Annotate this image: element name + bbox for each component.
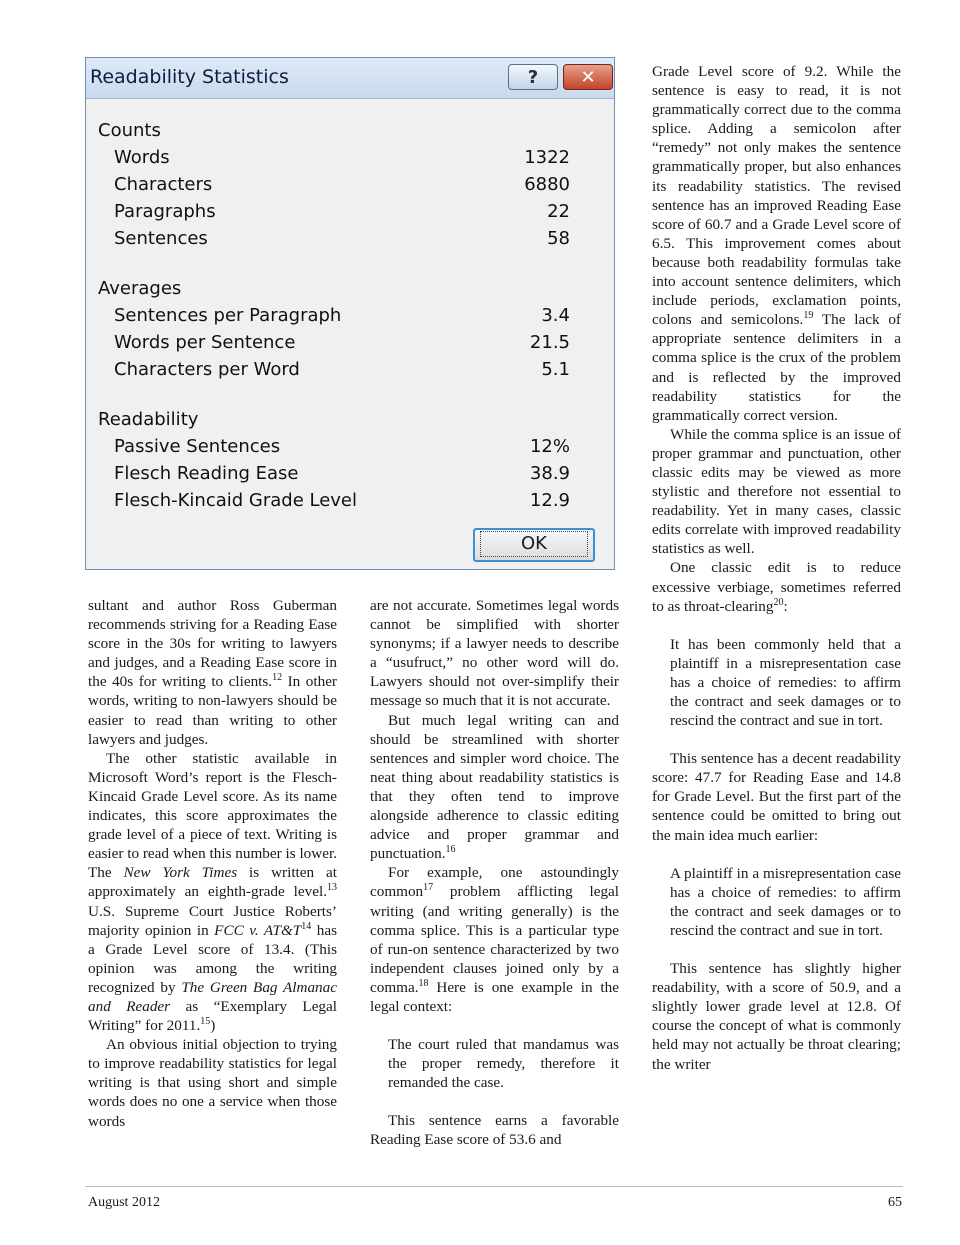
readability-statistics-dialog	[85, 57, 615, 570]
paragraph: For example, one astoundingly common$^{17}$ problem afflicting legal writing (and writing generally) is the comma splice. This is a particular type of run-on sentence characterized by two independent clauses joined only by a comma.$^{18}$ Here is one example in the legal context:	[370, 864, 619, 1015]
stat-label: Passive Sentences	[114, 436, 281, 457]
section-heading-readability: Readability	[98, 409, 199, 430]
section-heading-counts: Counts	[98, 120, 161, 141]
stat-value: 1322	[524, 147, 570, 168]
stat-label: Flesch-Kincaid Grade Level	[114, 490, 358, 511]
stat-value: 12.9	[529, 490, 570, 511]
ok-button[interactable]	[473, 528, 595, 562]
paragraph: sultant and author Ross Guberman recommends striving for a Reading Ease score in the 30s for writing to lawyers and judges, and a Reading Ease score in the 40s for writing to clients.$^{12}$ In other words, writing to non-lawyers should be easier to read than writing to other lawyers and judges.	[88, 597, 337, 748]
stat-label: Paragraphs	[114, 201, 216, 222]
paragraph: One classic edit is to reduce excessive verbiage, sometimes referred to as throat-clearing$^{20}$:	[652, 559, 901, 615]
paragraph: This sentence has slightly higher readability, with a score of 50.9, and a slightly lower grade level at 12.8. Of course the concept of what is commonly held may not actually be throat clearing; the writer	[652, 960, 901, 1073]
stat-label: Characters	[114, 174, 213, 195]
paragraph: An obvious initial objection to trying to improve readability statistics for legal writing is that using short and simple words does no one a service when those words	[88, 1036, 337, 1130]
section-heading-averages: Averages	[98, 278, 182, 299]
paragraph: This sentence earns a favorable Reading Ease score of 53.6 and	[370, 1112, 619, 1149]
stat-label: Characters per Word	[114, 359, 300, 380]
paragraph: This sentence has a decent readability score: 47.7 for Reading Ease and 14.8 for Grade Level. But the first part of the sentence could be omitted to bring out the main idea much earlier:	[652, 750, 901, 844]
paragraph: But much legal writing can and should be streamlined with shorter sentences and simpler word choice. The neat thing about readability statistics is that they often tend to improve alongside adherence to classic editing advice and proper grammar and punctuation.$^{16}$	[370, 711, 619, 863]
stat-value: 21.5	[529, 332, 570, 353]
text-column-2	[370, 596, 619, 1150]
stat-label: Words per Sentence	[114, 332, 296, 353]
stat-value: 5.1	[541, 359, 570, 380]
stat-label: Sentences	[114, 228, 208, 249]
block-quote: The court ruled that mandamus was the proper remedy, therefore it remanded the case.	[388, 1036, 619, 1092]
dialog-title: Readability Statistics	[90, 66, 289, 88]
stat-label: Flesch Reading Ease	[114, 463, 299, 484]
stat-value: 3.4	[541, 305, 570, 326]
stat-label: Sentences per Paragraph	[114, 305, 342, 326]
footer-date: August 2012	[88, 1195, 160, 1210]
stat-value: 58	[547, 228, 570, 249]
stat-label: Words	[114, 147, 170, 168]
help-button[interactable]: ?	[508, 64, 558, 90]
paragraph: While the comma splice is an issue of proper grammar and punctuation, other classic edits may be viewed as more stylistic and therefore not essential to readability. Yet in many cases, classic edits correlate with improved readability statistics as well.	[652, 425, 901, 558]
stat-value: 22	[547, 201, 570, 222]
close-button[interactable]: ✕	[563, 64, 613, 90]
paragraph: are not accurate. Sometimes legal words cannot be simplified with shorter synonyms; if a lawyer needs to describe a “usufruct,” no other word will do. Lawyers should not over-simplify their message so much that it is not accurate.	[370, 597, 619, 710]
paragraph: Grade Level score of 9.2. While the sentence is easy to read, it is not grammatically correct due to the comma splice. Adding a semicolon after “remedy” not only makes the sentence grammatically proper, but also enhances its readability statistics. The revised sentence has an improved Reading Ease score of 60.7 and a Grade Level score of 6.5. This improvement comes about because both readability formulas take into account sentence delimiters, which include periods, exclamation points, colons and semicolons.$^{19}$ The lack of appropriate sentence delimiters in a comma splice is the crux of the problem and is reflected by the improved readability statistics for the grammatically correct version.	[652, 63, 901, 424]
stat-value: 6880	[524, 174, 570, 195]
text-column-3	[652, 62, 901, 1074]
block-quote: A plaintiff in a misrepresentation case has a choice of remedies: to affirm the contract and seek damages or to rescind the contract and sue in tort.	[670, 864, 901, 939]
stat-value: 12%	[529, 436, 570, 457]
dialog-titlebar	[86, 58, 614, 99]
footer-divider	[85, 1186, 903, 1187]
stat-value: 38.9	[529, 463, 570, 484]
paragraph: The other statistic available in Microsoft Word’s report is the Flesch-Kincaid Grade Level score. As its name indicates, this score approximates the grade level of a piece of text. Writing is easier to read when this number is lower. The New York Times is written at approximately an eighth-grade level.$^{13}$ U.S. Supreme Court Justice Roberts’ majority opinion in FCC v. $AT\&T^{14}$ has a Grade Level score of 13.4. (This opinion was among the writing recognized by The Green Bag Almanac and Reader as “Exemplary Legal Writing” for 2011.15)	[88, 749, 338, 1035]
page-number: 65	[888, 1195, 902, 1210]
block-quote: It has been commonly held that a plaintiff in a misrepresentation case has a choice of remedies: to affirm the contract and seek damages or to rescind the contract and sue in tort.	[670, 635, 901, 730]
text-column-1	[88, 596, 337, 1131]
ok-label: OK	[480, 531, 588, 557]
